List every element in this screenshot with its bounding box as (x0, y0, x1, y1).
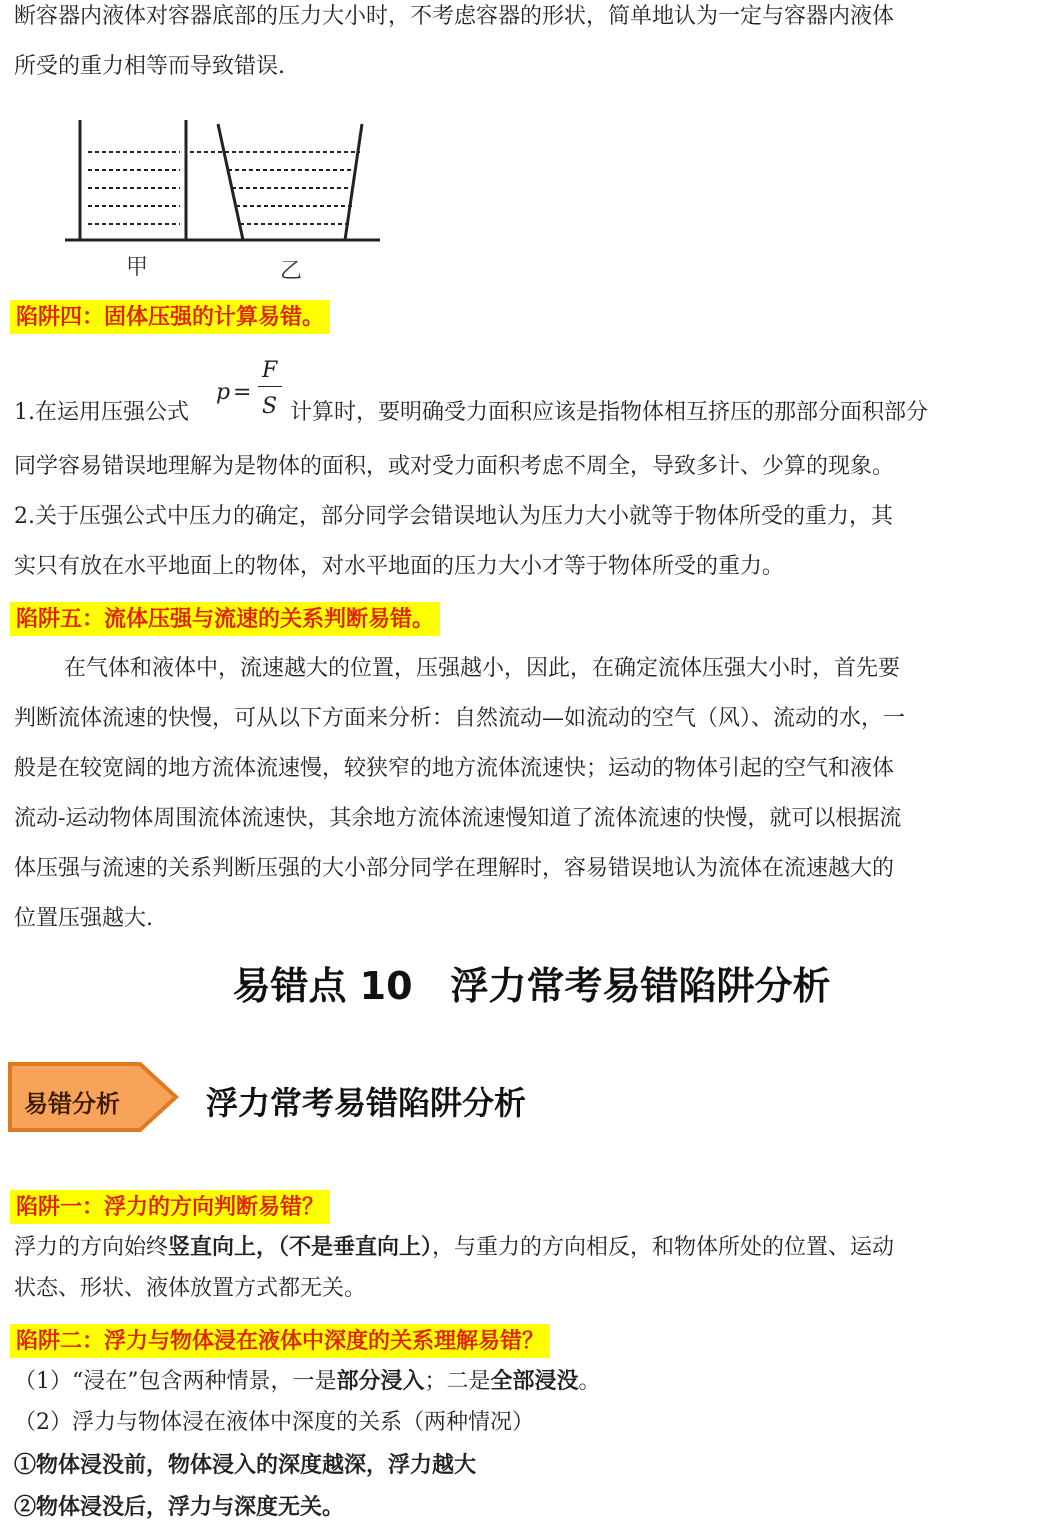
trap4-line1-prefix: 1.在运用压强公式 (14, 400, 189, 425)
trap2-line1-d: 全部浸没 (490, 1368, 579, 1394)
trap2-line1-b: 部分浸入 (336, 1368, 425, 1394)
trap1-line1-a: 浮力的方向始终 (14, 1235, 169, 1260)
trap5-line1: 在气体和液体中，流速越大的位置，压强越小，因此，在确定流体压强大小时，首先要 (64, 656, 901, 681)
trap5-heading: 陷阱五：流体压强与流速的关系判断易错。 (10, 602, 440, 636)
trap2-heading: 陷阱二：浮力与物体浸在液体中深度的关系理解易错？ (10, 1324, 550, 1358)
trap1-heading: 陷阱一：浮力的方向判断易错？ (10, 1190, 330, 1224)
trap4-line4: 实只有放在水平地面上的物体，对水平地面的压力大小才等于物体所受的重力。 (14, 554, 785, 579)
trap2-line3: ①物体浸没前，物体浸入的深度越深，浮力越大 (14, 1452, 477, 1478)
trap1-line1-c: ，与重力的方向相反，和物体所处的位置、运动 (432, 1235, 895, 1260)
trap2-line2: （2）浮力与物体浸在液体中深度的关系（两种情况） (14, 1410, 534, 1435)
trap4-line2: 同学容易错误地理解为是物体的面积，或对受力面积考虑不周全，导致多计、少算的现象。 (14, 454, 895, 479)
section-title: 浮力常考易错陷阱分析 (206, 1084, 527, 1122)
diagram-label-yi: 乙 (280, 259, 303, 284)
trap5-line6: 位置压强越大. (14, 906, 153, 931)
trap4-heading: 陷阱四：固体压强的计算易错。 (10, 300, 330, 334)
trap5-line3: 般是在较宽阔的地方流体流速慢，较狭窄的地方流体流速快；运动的物体引起的空气和液体 (14, 756, 895, 781)
formula-eq: = (233, 380, 252, 405)
formula-p: p (216, 380, 231, 405)
trap2-line1 (14, 1366, 601, 1397)
intro-line-2: 所受的重力相等而导致错误. (14, 54, 285, 79)
trap2-line1-e: 。 (578, 1369, 601, 1394)
trap1-line2: 状态、形状、液体放置方式都无关。 (14, 1276, 367, 1301)
trap2-line1-a: （1）“浸在”包含两种情景，一是 (14, 1369, 337, 1394)
trap1-line1 (14, 1232, 894, 1263)
trap2-line4: ②物体浸没后，浮力与深度无关。 (14, 1494, 345, 1520)
trap5-line5: 体压强与流速的关系判断压强的大小部分同学在理解时，容易错误地认为流体在流速越大的 (14, 856, 895, 881)
formula-numerator: F (262, 358, 278, 383)
badge-label: 易错分析 (24, 1090, 120, 1118)
trap5-line2: 判断流体流速的快慢，可从以下方面来分析：自然流动—如流动的空气（风）、流动的水，一 (14, 706, 906, 731)
intro-line-1: 断容器内液体对容器底部的压力大小时，不考虑容器的形状，简单地认为一定与容器内液体 (14, 4, 895, 29)
container-diagram (60, 112, 390, 247)
diagram-label-jia: 甲 (126, 255, 149, 280)
trap1-line1-b: 竖直向上，（不是垂直向上） (168, 1234, 433, 1260)
trap4-line3: 2.关于压强公式中压力的确定，部分同学会错误地认为压力大小就等于物体所受的重力，其 (14, 504, 893, 529)
formula-denominator: S (262, 394, 278, 419)
trap4-line1-suffix: 计算时，要明确受力面积应该是指物体相互挤压的那部分面积部分 (290, 400, 929, 425)
main-title: 易错点 10 浮力常考易错陷阱分析 (232, 964, 831, 1008)
fraction-bar (258, 386, 282, 387)
trap5-line4: 流动-运动物体周围流体流速快，其余地方流体流速慢知道了流体流速的快慢，就可以根据流 (14, 806, 902, 831)
trap2-line1-c: ；二是 (424, 1369, 491, 1394)
